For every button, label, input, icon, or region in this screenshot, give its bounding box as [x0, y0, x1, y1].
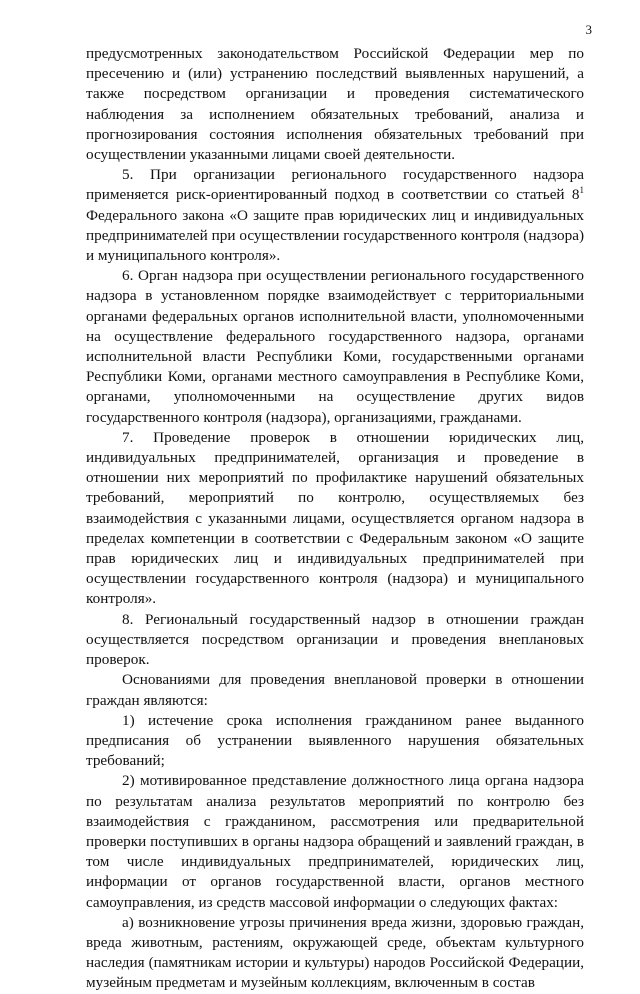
- paragraph-grounds: Основаниями для проведения внеплановой проверки в отношении граждан являются:: [86, 671, 584, 709]
- paragraph-5-text: 5. При организации регионального государственного надзора применяется риск-ориентированный подход в соответствии со статьей 8: [86, 166, 584, 204]
- paragraph-7: 7. Проведение проверок в отношении юридических лиц, индивидуальных предпринимателей, организация и проведение в отношении них мероприятий по профилактике нарушений обязательных требований, мероприятий по контролю, осуществляемых без взаимодействия с указанными лицами, осуществляется органом надзора в пределах компетенции в соответствии с Федеральным законом «О защите прав юридических лиц и индивидуальных предпринимателей при осуществлении государственного контроля (надзора) и муниципального контроля».: [86, 428, 584, 608]
- list-item-a: а) возникновение угрозы причинения вреда жизни, здоровью граждан, вреда животным, растениям, окружающей среде, объектам культурного наследия (памятникам истории и культуры) народов Российской Федерации, музейным предметам и музейным коллекциям, включенным в состав: [86, 913, 584, 992]
- paragraph-5-tail: Федерального закона «О защите прав юридических лиц и индивидуальных предпринимателей при осуществлении государственного контроля (надзора) и муниципального контроля».: [86, 206, 584, 265]
- paragraph-8: 8. Региональный государственный надзор в отношении граждан осуществляется посредством организации и проведения внеплановых проверок.: [86, 610, 584, 669]
- list-item-1: 1) истечение срока исполнения гражданином ранее выданного предписания об устранении выявленного нарушения обязательных требований;: [86, 711, 584, 770]
- list-item-2: 2) мотивированное представление должностного лица органа надзора по результатам анализа результатов мероприятий по контролю без взаимодействия с гражданином, рассмотрения или предварительной проверки поступивших в органы надзора обращений и заявлений граждан, в том числе индивидуальных предпринимателей, юридических лиц, информации от органов государственной власти, органов местного самоуправления, из средств массовой информации о следующих фактах:: [86, 772, 584, 911]
- article-superscript: 1: [579, 185, 584, 196]
- paragraph-6: 6. Орган надзора при осуществлении регионального государственного надзора в установленном порядке взаимодействует с территориальными органами федеральных органов исполнительной власти, уполномоченными на осуществление федерального государственного надзора, органами исполнительной власти Республики Коми, государственными органами Республики Коми, органами местного самоуправления в Республике Коми, органами, уполномоченными на осуществление других видов государственного контроля (надзора), организациями, гражданами.: [86, 267, 584, 426]
- paragraph-5: [86, 165, 584, 266]
- page-number: 3: [585, 22, 592, 37]
- paragraph-intro: предусмотренных законодательством Российской Федерации мер по пресечению и (или) устранению последствий выявленных нарушений, а также посредством организации и проведения систематического наблюдения за исполнением обязательных требований, анализа и прогнозирования состояния исполнения обязательных требований при осуществлении указанными лицами своей деятельности.: [86, 45, 584, 164]
